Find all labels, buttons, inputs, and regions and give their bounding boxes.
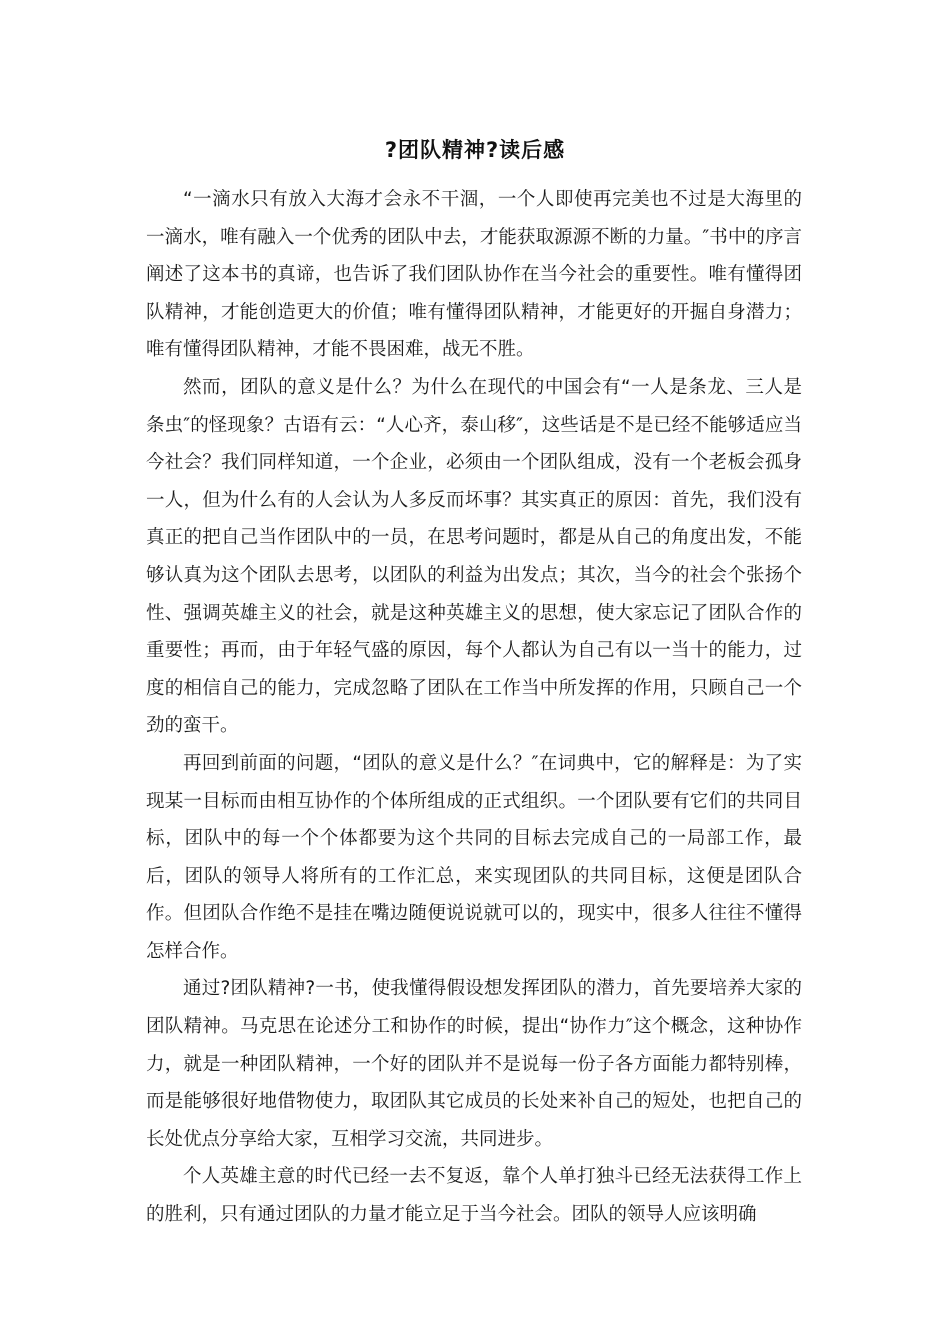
paragraph: 再回到前面的问题，“团队的意义是什么？″在词典中，它的解释是：为了实现某一目标而由相互协作的个体所组成的正式组织。一个团队要有它们的共同目标，团队中的每一个个体都要为这个共同的目标去完成自己的一局部工作，最后，团队的领导人将所有的工作汇总，来实现团队的共同目标，这便是团队合作。但团队合作绝不是挂在嘴边随便说说就可以的，现实中，很多人往往不懂得怎样合作。 [146,752,802,962]
document-title: ?团队精神?读后感 [384,138,566,162]
document-body [146,181,802,1234]
paragraph: 个人英雄主意的时代已经一去不复返，靠个人单打独斗已经无法获得工作上的胜利，只有通过团队的力量才能立足于当今社会。团队的领导人应该明确 [146,1166,802,1226]
paragraph: 然而，团队的意义是什么？为什么在现代的中国会有“一人是条龙、三人是条虫″的怪现象？古语有云：“人心齐，泰山移″，这些话是不是已经不能够适应当今社会？我们同样知道，一个企业，必须由一个团队组成，没有一个老板会孤身一人，但为什么有的人会认为人多反而坏事？其实真正的原因：首先，我们没有真正的把自己当作团队中的一员，在思考问题时，都是从自己的角度出发，不能够认真为这个团队去思考，以团队的利益为出发点；其次，当今的社会个张扬个性、强调英雄主义的社会，就是这种英雄主义的思想，使大家忘记了团队合作的重要性；再而，由于年轻气盛的原因，每个人都认为自己有以一当十的能力，过度的相信自己的能力，完成忽略了团队在工作当中所发挥的作用，只顾自己一个劲的蛮干。 [146,376,802,737]
paragraph: 通过?团队精神?一书，使我懂得假设想发挥团队的潜力，首先要培养大家的团队精神。马克思在论述分工和协作的时候，提出“协作力″这个概念，这种协作力，就是一种团队精神，一个好的团队并不是说每一份子各方面能力都特别棒，而是能够很好地借物使力，取团队其它成员的长处来补自己的短处，也把自己的长处优点分享给大家，互相学习交流，共同进步。 [146,978,802,1150]
paragraph: “一滴水只有放入大海才会永不干涸，一个人即使再完美也不过是大海里的一滴水，唯有融入一个优秀的团队中去，才能获取源源不断的力量。″书中的序言阐述了这本书的真谛，也告诉了我们团队协作在当今社会的重要性。唯有懂得团队精神，才能创造更大的价值；唯有懂得团队精神，才能更好的开掘自身潜力；唯有懂得团队精神，才能不畏困难，战无不胜。 [146,189,802,361]
